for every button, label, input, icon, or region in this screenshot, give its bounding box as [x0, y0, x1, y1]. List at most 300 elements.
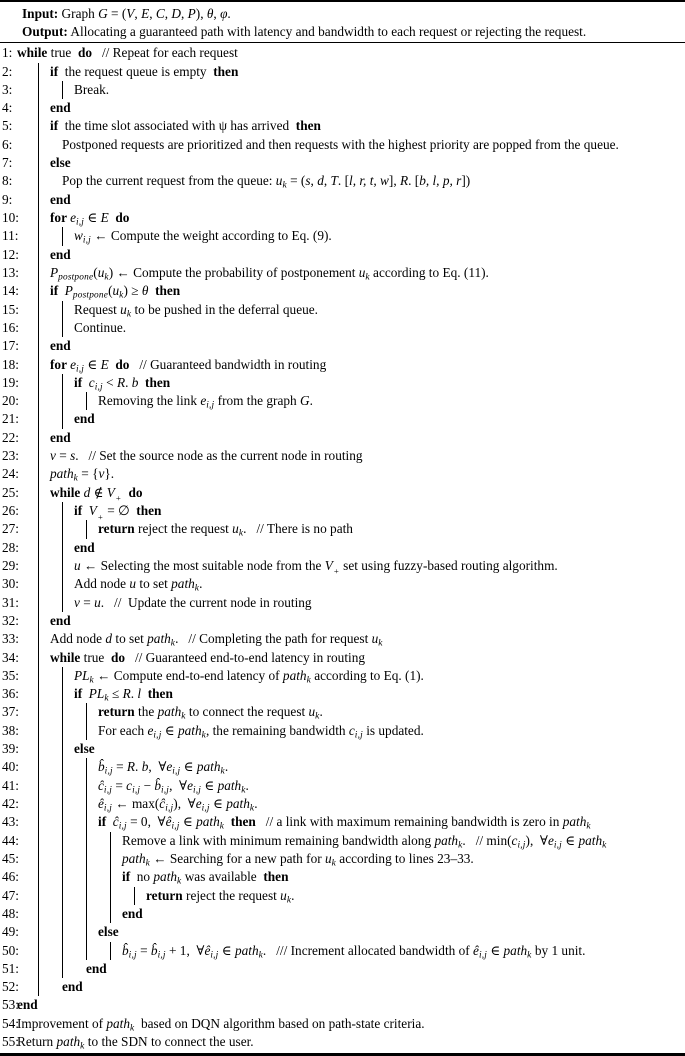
statement-text: b	[141, 759, 149, 775]
indent-guide	[38, 301, 39, 319]
line-text	[0, 612, 685, 630]
indent-guide	[38, 978, 39, 996]
indent-guide	[38, 447, 39, 465]
indent-guide	[86, 520, 87, 538]
statement-text: postpone	[58, 272, 94, 283]
statement-text: path	[234, 942, 259, 958]
algorithm-line	[0, 63, 685, 81]
statement-text: ,	[134, 6, 142, 21]
keyword-text: while	[50, 484, 84, 500]
algorithm-body	[0, 43, 685, 1051]
statement-text: u	[371, 631, 379, 647]
statement-text: // Guaranteed bandwidth in routing	[129, 356, 327, 372]
statement-text: s	[305, 173, 311, 189]
statement-text: k	[170, 638, 176, 649]
keyword-text: return	[98, 704, 135, 720]
line-number: 23:	[2, 448, 19, 464]
indent-guide	[110, 942, 111, 960]
indent-guide	[38, 649, 39, 667]
line-text	[0, 429, 685, 447]
indent-guide	[62, 410, 63, 428]
statement-text: l	[137, 686, 142, 702]
statement-text: b, l, p, r	[419, 173, 462, 189]
indent-guide	[38, 81, 39, 99]
indent-guide	[38, 191, 39, 209]
algorithm-line	[0, 740, 685, 758]
indent-guide	[38, 887, 39, 905]
statement-text: e	[195, 796, 202, 811]
line-number: 13:	[2, 264, 19, 280]
statement-text: ∈	[179, 814, 197, 830]
statement-text: ) ≥	[123, 283, 142, 299]
statement-text: k	[586, 821, 591, 832]
statement-text: ∈	[209, 796, 227, 811]
statement-text: d	[105, 631, 113, 647]
statement-text: path	[50, 466, 74, 482]
statement-text: . [	[337, 173, 349, 189]
statement-text: c	[511, 832, 518, 848]
line-text	[0, 63, 685, 81]
algorithm-line	[0, 520, 685, 538]
line-number: 19:	[2, 374, 19, 390]
line-number: 33:	[2, 631, 19, 647]
indent-guide	[62, 392, 63, 410]
indent-guide	[62, 374, 63, 392]
line-number: 52:	[2, 979, 19, 995]
statement-text: by 1 unit.	[531, 942, 586, 958]
statement-text: i,j	[94, 382, 103, 393]
keyword-text: Input:	[22, 6, 59, 21]
keyword-text: if	[74, 374, 83, 390]
keyword-text: if	[74, 686, 83, 702]
indent-guide	[38, 539, 39, 557]
statement-text: according to Eq. (11).	[369, 264, 489, 280]
line-text	[0, 905, 685, 923]
statement-text: = ∅	[103, 503, 137, 518]
statement-text: =	[112, 759, 127, 775]
statement-text: E	[141, 6, 150, 21]
statement-text: (	[93, 264, 98, 280]
statement-text: i,j	[82, 235, 91, 246]
line-text	[0, 154, 685, 172]
statement-text: ,	[181, 6, 188, 21]
statement-text: u	[74, 557, 81, 573]
statement-text: PL	[74, 667, 90, 683]
statement-text: k	[73, 473, 78, 484]
statement-text: i,j	[201, 803, 210, 814]
indent-guide	[38, 136, 39, 154]
statement-text: ],	[388, 173, 400, 189]
statement-text: ê	[204, 942, 211, 958]
statement-text: path	[56, 1034, 81, 1050]
statement-text: .	[224, 759, 229, 775]
statement-text: path	[434, 832, 459, 848]
line-text	[0, 1015, 685, 1033]
indent-guide	[38, 667, 39, 685]
statement-text: ≤	[108, 686, 123, 702]
statement-text: .	[291, 887, 295, 903]
statement-text	[82, 686, 89, 701]
statement-text: path	[217, 777, 242, 793]
statement-text: θ	[206, 6, 214, 21]
line-text	[0, 246, 685, 264]
indent-guide	[62, 301, 63, 319]
line-text	[0, 850, 685, 868]
algorithm-line	[0, 410, 685, 428]
algorithm-line	[0, 301, 685, 319]
statement-text: i,j	[153, 730, 162, 741]
statement-text: R	[116, 374, 126, 390]
line-text	[0, 978, 685, 996]
line-number: 30:	[2, 576, 19, 592]
line-text	[0, 209, 685, 227]
keyword-text: else	[50, 155, 71, 171]
indent-guide	[86, 850, 87, 868]
line-number: 4:	[2, 100, 13, 116]
indent-guide	[38, 374, 39, 392]
line-number: 53:	[2, 997, 19, 1013]
statement-text: . // min(	[462, 832, 512, 848]
keyword-text: end	[122, 905, 143, 921]
keyword-text: if	[98, 814, 107, 830]
indent-guide	[86, 703, 87, 721]
algorithm-line	[0, 795, 685, 813]
algorithm-line	[0, 649, 685, 667]
statement-text: , ∀	[148, 759, 167, 775]
keyword-text: end	[50, 246, 71, 262]
indent-guide	[38, 172, 39, 190]
indent-guide	[38, 209, 39, 227]
indent-guide	[38, 227, 39, 245]
keyword-text: end	[50, 612, 71, 628]
keyword-text: end	[62, 979, 83, 995]
statement-text: e	[166, 759, 173, 775]
statement-text: Request	[74, 301, 121, 317]
algorithm-line	[0, 154, 685, 172]
line-number: 24:	[2, 466, 19, 482]
statement-text: u	[232, 521, 239, 537]
indent-guide	[38, 740, 39, 758]
statement-text: .	[227, 6, 231, 21]
statement-text: Return	[17, 1034, 57, 1050]
indent-guide	[38, 850, 39, 868]
statement-text	[82, 375, 89, 390]
statement-text: u	[97, 264, 105, 280]
indent-guide	[62, 685, 63, 703]
algorithm-line	[0, 392, 685, 410]
statement-text: k	[238, 528, 244, 539]
algorithm-line	[0, 429, 685, 447]
line-number: 8:	[2, 173, 13, 189]
indent-guide	[86, 777, 87, 795]
line-text	[0, 447, 685, 465]
statement-text: // Guaranteed end-to-end latency in routing	[125, 649, 365, 665]
statement-text: ,	[310, 173, 318, 189]
keyword-text: end	[50, 338, 71, 354]
line-number: 43:	[2, 814, 19, 830]
statement-text: e	[70, 210, 76, 225]
statement-text: Improvement of	[17, 1015, 107, 1031]
indent-guide	[38, 868, 39, 886]
line-text	[0, 117, 685, 135]
indent-guide	[62, 722, 63, 740]
statement-text: Continue.	[74, 319, 127, 335]
line-number: 25:	[2, 484, 19, 500]
statement-text: V	[324, 557, 333, 573]
keyword-text: if	[50, 118, 59, 134]
line-text	[0, 594, 685, 612]
keyword-text: end	[74, 539, 95, 555]
indent-guide	[38, 117, 39, 135]
statement-text: ← Searching for a new path for	[149, 850, 325, 866]
statement-text: G	[299, 393, 310, 409]
indent-guide	[62, 81, 63, 99]
statement-text: ,	[149, 6, 156, 21]
statement-text: P	[187, 6, 196, 21]
statement-text: the time slot associated with ψ has arrived	[58, 118, 296, 134]
statement-text: i,j	[210, 950, 219, 960]
statement-text: u	[324, 850, 332, 866]
line-text	[0, 996, 685, 1014]
indent-guide	[62, 942, 63, 960]
statement-text: path	[122, 850, 146, 866]
indent-guide	[38, 960, 39, 978]
line-text	[0, 557, 685, 575]
line-number: 49:	[2, 924, 19, 940]
statement-text: ∈	[218, 942, 235, 958]
statement-text: i,j	[157, 950, 166, 960]
statement-text: k	[249, 803, 255, 814]
line-number: 26:	[2, 503, 19, 518]
algorithm-line	[0, 209, 685, 227]
line-number: 51:	[2, 960, 19, 976]
keyword-text: if	[122, 869, 131, 885]
line-text	[0, 722, 685, 740]
indent-guide	[62, 923, 63, 941]
statement-text	[224, 814, 231, 829]
line-number: 35:	[2, 667, 19, 683]
statement-text: path	[196, 814, 220, 830]
statement-text: i,j	[103, 803, 112, 814]
line-text	[0, 1033, 685, 1051]
statement-text: ĉ	[98, 777, 104, 793]
statement-text: ), ∀	[173, 796, 196, 811]
statement-text: // Repeat for each request	[92, 45, 238, 61]
statement-text: =	[136, 942, 151, 958]
statement-text: =	[112, 777, 127, 793]
statement-text: v	[74, 594, 80, 610]
statement-text: C	[155, 6, 165, 21]
line-number: 5:	[2, 118, 13, 134]
statement-text: Pop the current request from the queue:	[62, 173, 276, 189]
line-number: 38:	[2, 722, 19, 738]
statement-text: k	[145, 858, 150, 869]
statement-text: to be pushed in the deferral queue.	[131, 301, 318, 317]
statement-text: i,j	[128, 950, 137, 960]
statement-text: path	[578, 832, 603, 848]
statement-text: ∈	[161, 722, 178, 738]
keyword-text: end	[50, 191, 71, 207]
line-number: 17:	[2, 338, 19, 354]
statement-text: ,	[164, 6, 172, 21]
statement-text: w	[74, 228, 83, 244]
statement-text: . // There is no path	[243, 521, 353, 537]
indent-guide	[38, 99, 39, 117]
statement-text: R	[122, 686, 131, 702]
statement-text: ∈	[487, 942, 504, 958]
keyword-text: return	[146, 887, 183, 903]
statement-text: k	[365, 272, 370, 283]
line-number: 10:	[2, 210, 19, 225]
statement-text	[106, 814, 113, 829]
indent-guide	[38, 392, 39, 410]
line-number: 15:	[2, 301, 19, 317]
statement-text: k	[527, 950, 532, 960]
statement-text: k	[177, 876, 182, 887]
indent-guide	[38, 685, 39, 703]
line-text	[0, 282, 685, 300]
keyword-text: do	[110, 649, 125, 665]
line-number: 11:	[2, 228, 19, 244]
algorithm-line	[0, 575, 685, 593]
statement-text: ← Compute the weight according to Eq. (9).	[90, 228, 332, 244]
statement-text: }.	[104, 466, 115, 482]
statement-text: l, r, t, w	[349, 173, 389, 189]
statement-text: ), ∀	[525, 832, 548, 848]
line-number: 37:	[2, 704, 19, 720]
statement-text: = {	[77, 466, 99, 482]
indent-guide	[62, 667, 63, 685]
statement-text: path	[171, 576, 195, 592]
statement-text: ê	[473, 942, 479, 958]
line-number: 39:	[2, 741, 19, 757]
keyword-text: end	[50, 429, 71, 445]
statement-text: P	[64, 283, 73, 299]
keyword-text: then	[230, 814, 256, 830]
line-text	[0, 264, 685, 282]
statement-text: path	[562, 814, 587, 830]
indent-guide	[62, 868, 63, 886]
statement-text: k	[286, 895, 292, 905]
keyword-text: if	[50, 283, 59, 299]
indent-guide	[110, 850, 111, 868]
keyword-text: else	[98, 924, 119, 940]
algorithm-line	[0, 191, 685, 209]
indent-guide	[62, 319, 63, 337]
line-number: 45:	[2, 850, 19, 866]
indent-guide	[38, 703, 39, 721]
statement-text: ∈	[180, 759, 197, 775]
statement-text: i,j	[132, 785, 141, 795]
statement-text: path	[147, 631, 171, 647]
algorithm-line	[0, 117, 685, 135]
indent-guide	[62, 557, 63, 575]
statement-text: .	[319, 704, 323, 720]
line-number: 2:	[2, 63, 13, 79]
statement-text: = (	[107, 6, 127, 21]
statement-text: ,	[323, 173, 331, 189]
statement-text: ])	[461, 173, 471, 189]
statement-text: k	[80, 1041, 85, 1052]
indent-guide	[38, 282, 39, 300]
statement-text: ← max(	[112, 796, 160, 811]
statement-text: E	[100, 356, 109, 372]
keyword-text: for	[50, 356, 71, 372]
indent-guide	[86, 887, 87, 905]
indent-guide	[110, 905, 111, 923]
statement-text: i,j	[553, 840, 562, 850]
statement-text: i,j	[206, 400, 215, 411]
line-number: 55:	[2, 1034, 19, 1050]
line-number: 42:	[2, 796, 19, 811]
statement-text: s	[70, 448, 76, 464]
keyword-text: do	[128, 484, 143, 500]
indent-guide	[38, 246, 39, 264]
statement-text: path	[226, 796, 250, 811]
algorithm-header	[0, 2, 685, 43]
keyword-text: then	[147, 686, 173, 702]
line-text	[0, 813, 685, 831]
line-number: 41:	[2, 777, 19, 793]
line-number: 1:	[2, 45, 13, 61]
indent-guide	[38, 410, 39, 428]
statement-text: φ	[220, 6, 228, 21]
algorithm-line	[0, 557, 685, 575]
line-text	[0, 374, 685, 392]
line-number: 22:	[2, 429, 19, 445]
keyword-text: if	[74, 503, 83, 518]
indent-guide	[38, 264, 39, 282]
statement-text: V	[106, 484, 115, 500]
indent-guide	[110, 832, 111, 850]
statement-text: postpone	[72, 290, 109, 301]
statement-text: c	[348, 722, 355, 738]
indent-guide	[62, 960, 63, 978]
line-text	[0, 392, 685, 410]
keyword-text: then	[155, 283, 181, 299]
statement-text: true	[47, 45, 78, 61]
indent-guide	[38, 429, 39, 447]
line-text	[0, 649, 685, 667]
line-text	[0, 887, 685, 905]
line-text	[0, 575, 685, 593]
statement-text: e	[147, 722, 154, 738]
indent-guide	[86, 832, 87, 850]
statement-text: c	[88, 374, 95, 390]
algorithm-line	[0, 227, 685, 245]
indent-guide	[110, 868, 111, 886]
statement-text: E	[100, 210, 109, 225]
statement-text: path	[106, 1015, 130, 1031]
algorithm-line	[0, 447, 685, 465]
algorithm-line	[0, 264, 685, 282]
algorithm-line	[0, 1033, 685, 1051]
algorithm-line	[0, 850, 685, 868]
indent-guide	[38, 722, 39, 740]
indent-guide	[86, 795, 87, 813]
line-text	[0, 777, 685, 795]
statement-text: u	[120, 301, 127, 317]
statement-text: k	[315, 712, 320, 722]
statement-text: k	[219, 821, 225, 832]
statement-text: = (	[286, 173, 306, 189]
line-number: 12:	[2, 246, 19, 262]
statement-text: u	[129, 576, 137, 592]
indent-guide	[86, 942, 87, 960]
algorithm-line	[0, 282, 685, 300]
algorithm-line	[0, 703, 685, 721]
statement-text: θ	[141, 283, 149, 299]
